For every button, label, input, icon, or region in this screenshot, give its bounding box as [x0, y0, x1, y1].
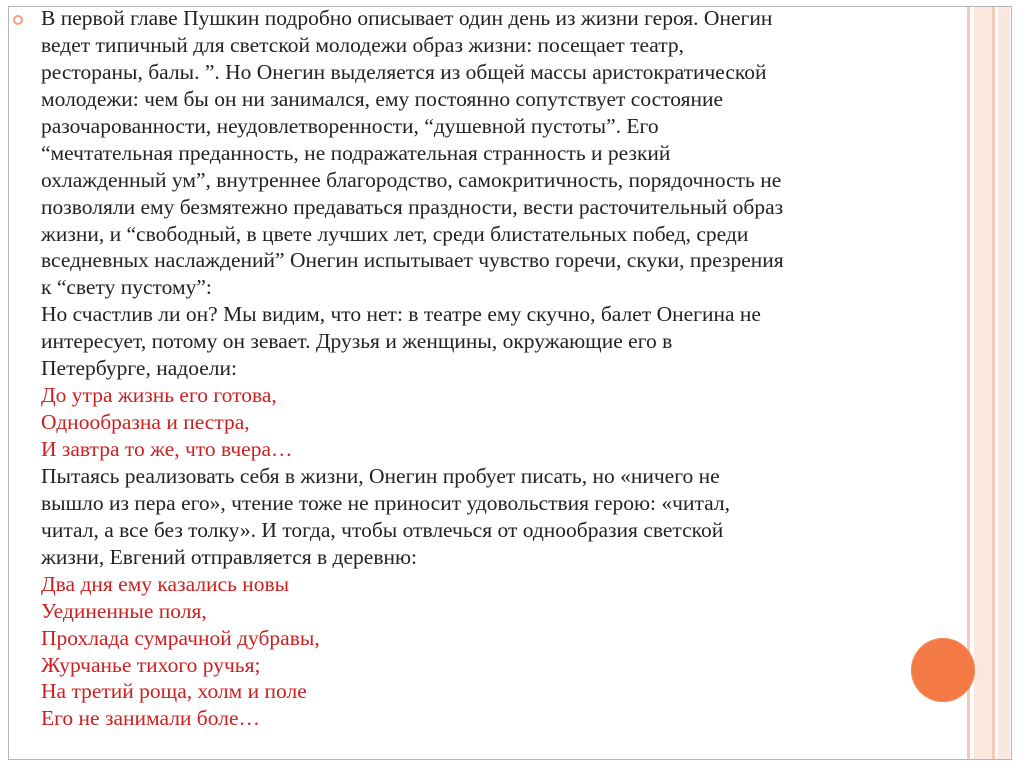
text-line: “мечтательная преданность, не подражательная странность и резкий [41, 140, 671, 165]
slide-text-body [41, 5, 941, 732]
stripe [967, 7, 970, 759]
stripe [992, 7, 995, 759]
stripe [998, 7, 1010, 759]
text-line: молодежи: чем бы он ни занимался, ему постоянно сопутствует состояние [41, 86, 724, 111]
stripe [974, 7, 992, 759]
decorative-stripe-bar [967, 7, 1011, 759]
poem-quote-line: На третий роща, холм и поле [41, 679, 307, 704]
text-line: читал, а все без толку». И тогда, чтобы отвлечься от однообразия светской [41, 517, 724, 542]
text-line: вседневных наслаждений” Онегин испытывает чувство горечи, скуки, презрения [41, 248, 784, 273]
text-line: разочарованности, неудовлетворенности, “душевной пустоты”. Его [41, 113, 659, 138]
text-line: ведет типичный для светской молодежи образ жизни: посещает театр, [41, 32, 685, 57]
poem-quote-line: Уединенные поля, [41, 598, 207, 623]
bullet-circle-icon [13, 15, 23, 25]
text-line: Пытаясь реализовать себя в жизни, Онегин пробует писать, но «ничего не [41, 463, 720, 488]
poem-quote-line: Журчанье тихого ручья; [41, 652, 261, 677]
text-line: жизни, и “свободный, в цвете лучших лет, среди блистательных побед, среди [41, 221, 749, 246]
text-line: позволяли ему безмятежно предаваться праздности, вести расточительный образ [41, 194, 784, 219]
text-line: жизни, Евгений отправляется в деревню: [41, 544, 418, 569]
text-line: к “свету пустому”: [41, 275, 212, 300]
text-line: Петербурге, надоели: [41, 356, 237, 381]
text-line: В первой главе Пушкин подробно описывает один день из жизни героя. Онегин [41, 6, 773, 30]
poem-quote-line: Его не занимали боле… [41, 706, 260, 731]
text-line: вышло из пера его», чтение тоже не приносит удовольствия герою: «читал, [41, 490, 730, 515]
poem-quote-line: И завтра то же, что вчера… [41, 437, 293, 461]
text-line: охлажденный ум”, внутреннее благородство, самокритичность, порядочность не [41, 167, 782, 192]
text-line: интересует, потому он зевает. Друзья и женщины, окружающие его в [41, 329, 673, 354]
poem-quote-line: Два дня ему казались новы [41, 571, 290, 596]
text-line: Но счастлив ли он? Мы видим, что нет: в театре ему скучно, балет Онегина не [41, 302, 761, 327]
poem-quote-line: До утра жизнь его готова, [41, 383, 277, 408]
orange-circle-decoration [911, 638, 975, 702]
poem-quote-line: Однообразна и пестра, [41, 410, 250, 435]
text-line: рестораны, балы. ”. Но Онегин выделяется из общей массы аристократической [41, 59, 767, 84]
poem-quote-line: Прохлада сумрачной дубравы, [41, 625, 320, 650]
